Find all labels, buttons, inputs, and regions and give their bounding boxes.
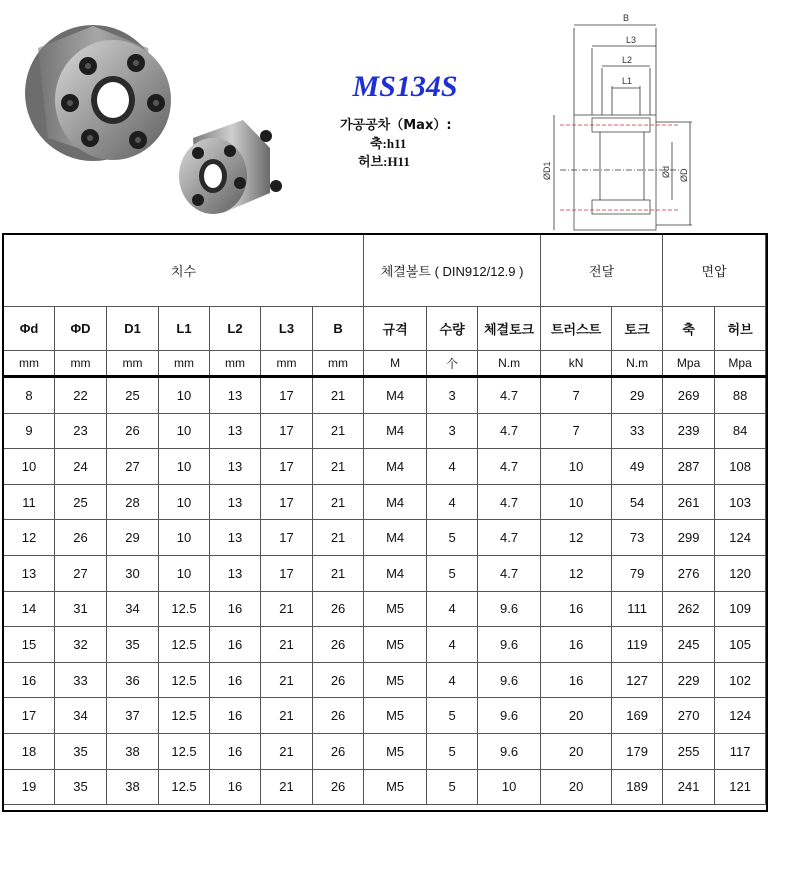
table-cell: 12.5 bbox=[159, 769, 210, 805]
unit-cell: mm bbox=[261, 351, 313, 377]
table-cell: 9.6 bbox=[478, 662, 541, 698]
table-cell: 34 bbox=[107, 591, 159, 627]
table-cell: M4 bbox=[364, 555, 427, 591]
table-cell: 13 bbox=[210, 555, 261, 591]
table-cell: 189 bbox=[612, 769, 663, 805]
group-pressure: 면압 bbox=[663, 235, 766, 307]
table-cell: 111 bbox=[612, 591, 663, 627]
table-cell: 26 bbox=[55, 520, 107, 556]
dim-b-label: B bbox=[623, 13, 630, 23]
table-cell: 19 bbox=[4, 769, 55, 805]
table-cell: 7 bbox=[541, 413, 612, 449]
table-row bbox=[4, 555, 766, 591]
technical-drawing bbox=[540, 10, 700, 232]
table-cell: 5 bbox=[427, 520, 478, 556]
column-header: D1 bbox=[107, 307, 159, 351]
table-cell: 119 bbox=[612, 627, 663, 663]
unit-cell: mm bbox=[159, 351, 210, 377]
table-cell: 239 bbox=[663, 413, 715, 449]
table-cell: 17 bbox=[261, 555, 313, 591]
table-cell: 4 bbox=[427, 449, 478, 485]
table-cell: 13 bbox=[210, 413, 261, 449]
table-row bbox=[4, 449, 766, 485]
table-cell: 103 bbox=[715, 484, 766, 520]
table-cell: 21 bbox=[261, 698, 313, 734]
table-cell: 26 bbox=[313, 733, 364, 769]
table-cell: 9.6 bbox=[478, 733, 541, 769]
table-cell: 26 bbox=[107, 413, 159, 449]
table-cell: 88 bbox=[715, 377, 766, 414]
table-cell: 12.5 bbox=[159, 733, 210, 769]
table-cell: 25 bbox=[107, 377, 159, 414]
column-header: 수량 bbox=[427, 307, 478, 351]
unit-cell: N.m bbox=[612, 351, 663, 377]
table-cell: 13 bbox=[210, 484, 261, 520]
table-row bbox=[4, 627, 766, 663]
table-cell: 5 bbox=[427, 733, 478, 769]
table-cell: 3 bbox=[427, 413, 478, 449]
table-cell: 16 bbox=[541, 591, 612, 627]
table-cell: 127 bbox=[612, 662, 663, 698]
table-cell: 33 bbox=[55, 662, 107, 698]
table-cell: 276 bbox=[663, 555, 715, 591]
table-cell: 31 bbox=[55, 591, 107, 627]
table-cell: 4 bbox=[427, 627, 478, 663]
table-cell: 24 bbox=[55, 449, 107, 485]
table-cell: 16 bbox=[210, 591, 261, 627]
table-row bbox=[4, 769, 766, 805]
table-cell: 21 bbox=[313, 520, 364, 556]
unit-cell: mm bbox=[4, 351, 55, 377]
dim-D-label: ØD bbox=[679, 168, 689, 182]
column-header: 허브 bbox=[715, 307, 766, 351]
column-header: 규격 bbox=[364, 307, 427, 351]
table-cell: 21 bbox=[313, 449, 364, 485]
table-cell: 79 bbox=[612, 555, 663, 591]
table-cell: 38 bbox=[107, 769, 159, 805]
table-cell: 18 bbox=[4, 733, 55, 769]
table-cell: 270 bbox=[663, 698, 715, 734]
table-cell: 10 bbox=[541, 449, 612, 485]
column-header: 체결토크 bbox=[478, 307, 541, 351]
table-cell: 28 bbox=[107, 484, 159, 520]
table-cell: 17 bbox=[261, 377, 313, 414]
table-cell: M4 bbox=[364, 377, 427, 414]
unit-cell: mm bbox=[107, 351, 159, 377]
table-cell: M4 bbox=[364, 520, 427, 556]
table-cell: 12 bbox=[541, 555, 612, 591]
table-cell: 35 bbox=[55, 733, 107, 769]
column-header: B bbox=[313, 307, 364, 351]
table-cell: 10 bbox=[4, 449, 55, 485]
table-cell: 108 bbox=[715, 449, 766, 485]
table-row bbox=[4, 662, 766, 698]
table-cell: 269 bbox=[663, 377, 715, 414]
table-cell: 27 bbox=[55, 555, 107, 591]
table-cell: 16 bbox=[210, 662, 261, 698]
table-cell: 261 bbox=[663, 484, 715, 520]
table-row bbox=[4, 591, 766, 627]
table-row bbox=[4, 698, 766, 734]
table-cell: 12 bbox=[541, 520, 612, 556]
table-cell: 10 bbox=[159, 413, 210, 449]
table-cell: 12.5 bbox=[159, 627, 210, 663]
table-cell: 21 bbox=[261, 627, 313, 663]
product-photo bbox=[8, 8, 298, 228]
table-cell: 26 bbox=[313, 769, 364, 805]
table-cell: 11 bbox=[4, 484, 55, 520]
table-cell: 12.5 bbox=[159, 698, 210, 734]
column-header: 트러스트 bbox=[541, 307, 612, 351]
tolerance-label: 가공공차（Max）: bbox=[340, 118, 452, 133]
table-cell: 13 bbox=[210, 377, 261, 414]
hub-tolerance: 허브:H11 bbox=[358, 154, 410, 169]
table-row bbox=[4, 377, 766, 414]
unit-cell: N.m bbox=[478, 351, 541, 377]
table-cell: 17 bbox=[261, 449, 313, 485]
small-locking-assembly-image bbox=[179, 120, 282, 214]
column-header: Φd bbox=[4, 307, 55, 351]
table-cell: M4 bbox=[364, 449, 427, 485]
table-cell: 16 bbox=[210, 769, 261, 805]
table-cell: 13 bbox=[210, 449, 261, 485]
column-header: 토크 bbox=[612, 307, 663, 351]
table-cell: 20 bbox=[541, 733, 612, 769]
table-cell: 4.7 bbox=[478, 484, 541, 520]
table-cell: 25 bbox=[55, 484, 107, 520]
table-cell: 21 bbox=[313, 484, 364, 520]
table-cell: 32 bbox=[55, 627, 107, 663]
column-header: ΦD bbox=[55, 307, 107, 351]
table-cell: 4.7 bbox=[478, 377, 541, 414]
table-cell: 14 bbox=[4, 591, 55, 627]
table-cell: 4.7 bbox=[478, 520, 541, 556]
table-cell: 7 bbox=[541, 377, 612, 414]
table-cell: 10 bbox=[478, 769, 541, 805]
table-cell: M5 bbox=[364, 627, 427, 663]
table-cell: 10 bbox=[159, 449, 210, 485]
table-cell: 21 bbox=[261, 662, 313, 698]
table-cell: 12 bbox=[4, 520, 55, 556]
table-cell: 169 bbox=[612, 698, 663, 734]
table-cell: M5 bbox=[364, 733, 427, 769]
unit-cell: mm bbox=[210, 351, 261, 377]
table-cell: 54 bbox=[612, 484, 663, 520]
table-cell: 124 bbox=[715, 698, 766, 734]
dim-d1-label: ØD1 bbox=[542, 161, 552, 180]
table-cell: 20 bbox=[541, 769, 612, 805]
table-cell: M4 bbox=[364, 413, 427, 449]
table-cell: 17 bbox=[261, 520, 313, 556]
table-cell: 9.6 bbox=[478, 591, 541, 627]
large-locking-assembly-image bbox=[25, 25, 171, 161]
table-cell: 20 bbox=[541, 698, 612, 734]
table-cell: 16 bbox=[4, 662, 55, 698]
group-transmission: 전달 bbox=[541, 235, 663, 307]
table-cell: 241 bbox=[663, 769, 715, 805]
table-cell: 13 bbox=[4, 555, 55, 591]
table-cell: 120 bbox=[715, 555, 766, 591]
table-cell: M5 bbox=[364, 698, 427, 734]
table-cell: 26 bbox=[313, 627, 364, 663]
table-cell: 16 bbox=[541, 662, 612, 698]
dim-d-label: Ød bbox=[661, 165, 671, 178]
table-cell: 26 bbox=[313, 698, 364, 734]
table-cell: 26 bbox=[313, 662, 364, 698]
table-cell: 229 bbox=[663, 662, 715, 698]
table-cell: 12.5 bbox=[159, 662, 210, 698]
table-cell: 29 bbox=[612, 377, 663, 414]
table-cell: 9.6 bbox=[478, 698, 541, 734]
table-cell: 10 bbox=[541, 484, 612, 520]
table-row bbox=[4, 484, 766, 520]
table-cell: 4.7 bbox=[478, 555, 541, 591]
table-cell: 35 bbox=[107, 627, 159, 663]
column-header: L1 bbox=[159, 307, 210, 351]
table-cell: 13 bbox=[210, 520, 261, 556]
table-cell: M5 bbox=[364, 662, 427, 698]
table-cell: 73 bbox=[612, 520, 663, 556]
table-row bbox=[4, 520, 766, 556]
group-dimensions: 치수 bbox=[4, 235, 364, 307]
table-cell: 21 bbox=[313, 555, 364, 591]
dim-l1-label: L1 bbox=[622, 76, 633, 86]
column-header: L3 bbox=[261, 307, 313, 351]
table-cell: 262 bbox=[663, 591, 715, 627]
table-cell: 36 bbox=[107, 662, 159, 698]
table-cell: M5 bbox=[364, 769, 427, 805]
table-cell: 10 bbox=[159, 520, 210, 556]
table-cell: 16 bbox=[541, 627, 612, 663]
unit-cell: Mpa bbox=[715, 351, 766, 377]
table-cell: 21 bbox=[261, 769, 313, 805]
table-cell: 117 bbox=[715, 733, 766, 769]
shaft-tolerance: 축:h11 bbox=[370, 136, 407, 151]
table-cell: 12.5 bbox=[159, 591, 210, 627]
column-header: 축 bbox=[663, 307, 715, 351]
table-cell: 35 bbox=[55, 769, 107, 805]
spec-table bbox=[3, 234, 766, 805]
unit-cell: kN bbox=[541, 351, 612, 377]
group-bolts: 체결볼트 ( DIN912/12.9 ) bbox=[364, 235, 541, 307]
table-cell: 21 bbox=[261, 591, 313, 627]
table-cell: 10 bbox=[159, 377, 210, 414]
table-cell: 8 bbox=[4, 377, 55, 414]
unit-row bbox=[4, 351, 766, 377]
table-row bbox=[4, 733, 766, 769]
unit-cell: Mpa bbox=[663, 351, 715, 377]
group-header-row bbox=[4, 235, 766, 307]
table-cell: 16 bbox=[210, 733, 261, 769]
table-cell: 21 bbox=[313, 377, 364, 414]
table-cell: 4 bbox=[427, 591, 478, 627]
table-cell: 17 bbox=[261, 413, 313, 449]
table-cell: 4.7 bbox=[478, 449, 541, 485]
table-cell: 34 bbox=[55, 698, 107, 734]
table-cell: 102 bbox=[715, 662, 766, 698]
table-cell: 105 bbox=[715, 627, 766, 663]
table-cell: 255 bbox=[663, 733, 715, 769]
table-cell: 5 bbox=[427, 555, 478, 591]
table-cell: 26 bbox=[313, 591, 364, 627]
table-cell: 3 bbox=[427, 377, 478, 414]
table-cell: 27 bbox=[107, 449, 159, 485]
table-cell: 5 bbox=[427, 698, 478, 734]
tolerance-notes bbox=[340, 117, 490, 171]
table-cell: 33 bbox=[612, 413, 663, 449]
table-cell: 21 bbox=[313, 413, 364, 449]
table-cell: 4 bbox=[427, 662, 478, 698]
table-cell: 10 bbox=[159, 484, 210, 520]
unit-cell: 个 bbox=[427, 351, 478, 377]
table-cell: M4 bbox=[364, 484, 427, 520]
table-cell: 109 bbox=[715, 591, 766, 627]
dim-l2-label: L2 bbox=[622, 55, 633, 65]
table-cell: 30 bbox=[107, 555, 159, 591]
dim-l3-label: L3 bbox=[626, 35, 637, 45]
table-cell: 179 bbox=[612, 733, 663, 769]
table-cell: 245 bbox=[663, 627, 715, 663]
column-header: L2 bbox=[210, 307, 261, 351]
table-cell: 49 bbox=[612, 449, 663, 485]
table-cell: 84 bbox=[715, 413, 766, 449]
table-cell: 21 bbox=[261, 733, 313, 769]
table-cell: 17 bbox=[261, 484, 313, 520]
product-title: MS134S bbox=[352, 70, 458, 103]
table-cell: 17 bbox=[4, 698, 55, 734]
table-cell: 9.6 bbox=[478, 627, 541, 663]
table-cell: 5 bbox=[427, 769, 478, 805]
table-cell: 4.7 bbox=[478, 413, 541, 449]
table-cell: 287 bbox=[663, 449, 715, 485]
table-cell: 23 bbox=[55, 413, 107, 449]
table-cell: 9 bbox=[4, 413, 55, 449]
table-cell: 10 bbox=[159, 555, 210, 591]
table-cell: 16 bbox=[210, 627, 261, 663]
table-cell: 124 bbox=[715, 520, 766, 556]
table-cell: M5 bbox=[364, 591, 427, 627]
table-cell: 16 bbox=[210, 698, 261, 734]
unit-cell: mm bbox=[313, 351, 364, 377]
table-cell: 4 bbox=[427, 484, 478, 520]
unit-cell: mm bbox=[55, 351, 107, 377]
table-row bbox=[4, 413, 766, 449]
table-cell: 38 bbox=[107, 733, 159, 769]
table-cell: 15 bbox=[4, 627, 55, 663]
column-header-row bbox=[4, 307, 766, 351]
table-cell: 22 bbox=[55, 377, 107, 414]
table-cell: 37 bbox=[107, 698, 159, 734]
table-cell: 299 bbox=[663, 520, 715, 556]
unit-cell: M bbox=[364, 351, 427, 377]
table-cell: 121 bbox=[715, 769, 766, 805]
table-cell: 29 bbox=[107, 520, 159, 556]
